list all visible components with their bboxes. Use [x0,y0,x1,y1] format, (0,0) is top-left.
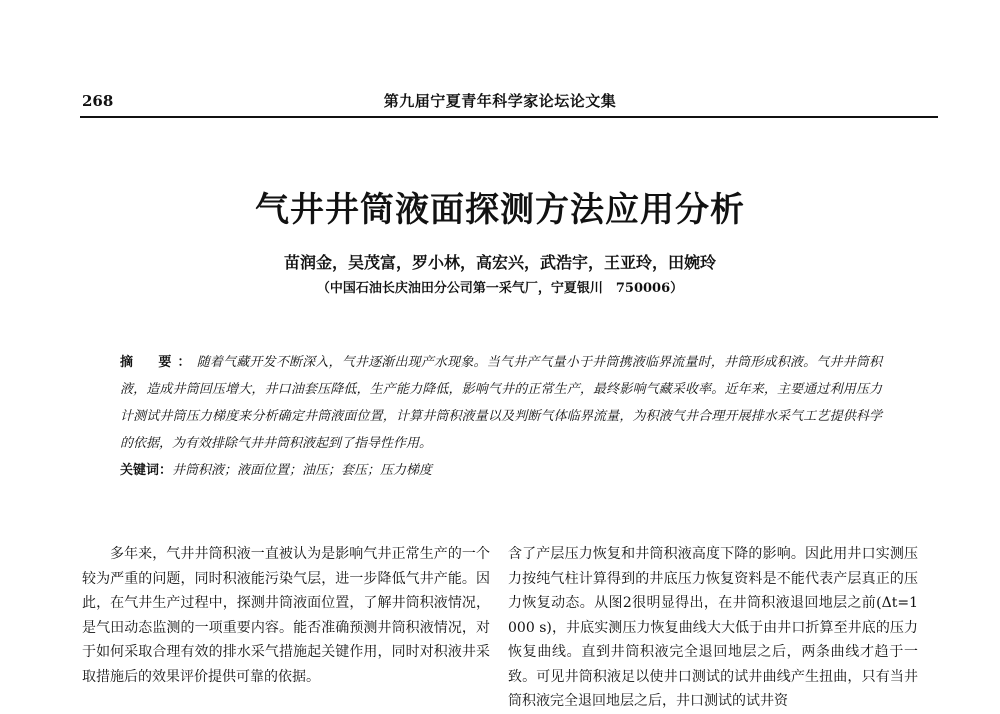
abstract [120,349,882,457]
body-left-column: 多年来，气井井筒积液一直被认为是影响气井正常生产的一个较为严重的问题，同时积液能污染气层，进一步降低气井产能。因此，在气井生产过程中，探测井筒液面位置，了解井筒积液情况，是气田动态监测的一项重要内容。能否准确预测井筒积液情况，对于如何采取合理有效的排水采气措施起关键作用，同时对积液井采取措施后的效果评价提供可靠的依据。 [82,546,490,685]
affiliation: （中国石油长庆油田分公司第一采气厂，宁夏银川 750006） [316,281,684,296]
abstract-block [120,349,882,484]
keywords-text: 井筒积液；液面位置；油压；套压；压力梯度 [172,463,433,478]
abstract-label: 摘 要： [120,355,197,370]
abstract-text: 随着气藏开发不断深入，气井逐渐出现产水现象。当气井产气量小于井筒携液临界流量时，井筒形成积液。气井井筒积液，造成井筒回压增大，井口油套压降低，生产能力降低，影响气井的正常生产，最终影响气藏采收率。近年来，主要通过利用压力计测试井筒压力梯度来分析确定井筒液面位置，计算井筒积液量以及判断气体临界流量，为积液气井合理开展排水采气工艺提供科学的依据，为有效排除气井井筒积液起到了指导性作用。 [120,355,882,451]
keywords [120,457,882,484]
body-right-column: 含了产层压力恢复和井筒积液高度下降的影响。因此用井口实测压力按纯气柱计算得到的井底压力恢复资料是不能代表产层真正的压力恢复动态。从图2很明显得出，在井筒积液退回地层之前(Δt=1 000 s)，井底实测压力恢复曲线大大低于由井口折算至井底的压力恢复曲线。直到井筒积液完全退回地层之后，两条曲线才趋于一致。可见井筒积液足以使井口测试的试井曲线产生扭曲，只有当井筒积液完全退回地层之后，井口测试的试井资 [508,546,918,709]
author-list: 苗润金，吴茂富，罗小林，高宏兴，武浩宇，王亚玲，田婉玲 [283,253,716,272]
running-head: 第九届宁夏青年科学家论坛论文集 [383,92,617,110]
page-number: 268 [82,92,114,110]
paper-title: 气井井筒液面探测方法应用分析 [255,190,745,230]
header-rule [80,116,938,118]
keywords-label: 关键词： [120,463,173,478]
